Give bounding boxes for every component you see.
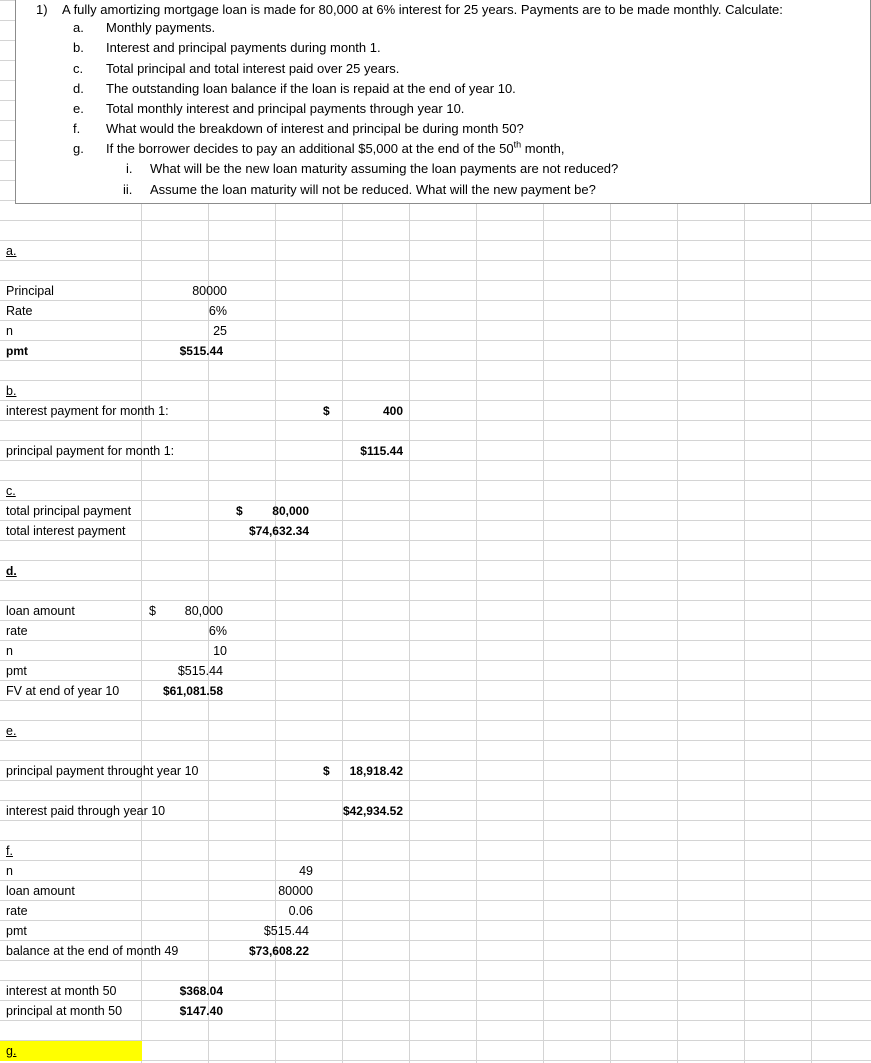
loan-amount-value[interactable]: 80,000	[184, 604, 223, 618]
subitem-text-ii: Assume the loan maturity will not be reduced. What will the new payment be?	[150, 182, 596, 197]
row-gridline	[0, 620, 871, 621]
item-text-e: Total monthly interest and principal payments through year 10.	[106, 101, 465, 116]
principal-through-year10-label[interactable]: principal payment throught year 10	[6, 764, 199, 778]
principal-month1-value[interactable]: $115.44	[360, 444, 403, 458]
row-gridline	[0, 660, 871, 661]
section-e-heading[interactable]: e.	[6, 724, 17, 738]
f-rate-value[interactable]: 0.06	[288, 904, 313, 918]
principal-month50-value[interactable]: $147.40	[179, 1004, 223, 1018]
item-letter-c: c.	[73, 61, 84, 76]
total-interest-label[interactable]: total interest payment	[6, 524, 126, 538]
f-rate-label[interactable]: rate	[6, 904, 28, 918]
pmt-value[interactable]: $515.44	[179, 344, 223, 358]
section-g-heading[interactable]: g.	[6, 1044, 17, 1058]
n-label[interactable]: n	[6, 324, 13, 338]
rate-value[interactable]: 6%	[208, 304, 227, 318]
item-text-c: Total principal and total interest paid over 25 years.	[106, 61, 400, 76]
f-loan-amount-value[interactable]: 80000	[278, 884, 313, 898]
section-b-heading[interactable]: b.	[6, 384, 17, 398]
n-value[interactable]: 25	[213, 324, 227, 338]
f-loan-amount-label[interactable]: loan amount	[6, 884, 75, 898]
problem-textbox[interactable]	[15, 0, 871, 204]
total-principal-label[interactable]: total principal payment	[6, 504, 132, 518]
subitem-text-i: What will be the new loan maturity assuming the loan payments are not reduced?	[150, 161, 619, 176]
problem-intro: A fully amortizing mortgage loan is made for 80,000 at 6% interest for 25 years. Payments are to be made monthly. Calculate:	[62, 2, 783, 17]
balance-month49-label[interactable]: balance at the end of month 49	[6, 944, 179, 958]
item-text-a: Monthly payments.	[106, 20, 216, 35]
fv-value[interactable]: $61,081.58	[162, 684, 223, 698]
row-gridline	[0, 680, 871, 681]
total-principal-value[interactable]: 80,000	[272, 504, 309, 518]
item-letter-a: a.	[73, 20, 84, 35]
item-letter-b: b.	[73, 40, 84, 55]
item-text-g-sup: th	[513, 139, 522, 150]
d-pmt-label[interactable]: pmt	[6, 664, 27, 678]
interest-through-year10-value[interactable]: $42,934.52	[342, 804, 403, 818]
row-gridline	[0, 900, 871, 901]
subitem-roman-i: i.	[126, 161, 133, 176]
problem-number: 1)	[36, 2, 48, 17]
row-gridline	[0, 920, 871, 921]
row-gridline	[0, 880, 871, 881]
loan-amount-label[interactable]: loan amount	[6, 604, 75, 618]
subitem-roman-ii: ii.	[123, 182, 133, 197]
row-gridline	[0, 280, 871, 281]
principal-label[interactable]: Principal	[6, 284, 54, 298]
row-gridline	[0, 300, 871, 301]
principal-value[interactable]: 80000	[192, 284, 227, 298]
row-gridline	[0, 320, 871, 321]
row-gridline	[0, 1000, 871, 1001]
interest-month50-value[interactable]: $368.04	[179, 984, 223, 998]
item-letter-g: g.	[73, 141, 84, 156]
item-letter-e: e.	[73, 101, 84, 116]
fv-label[interactable]: FV at end of year 10	[6, 684, 120, 698]
f-n-label[interactable]: n	[6, 864, 13, 878]
principal-month1-label[interactable]: principal payment for month 1:	[6, 444, 175, 458]
balance-month49-value[interactable]: $73,608.22	[248, 944, 309, 958]
item-letter-d: d.	[73, 81, 84, 96]
interest-month1-label[interactable]: interest payment for month 1:	[6, 404, 169, 418]
row-gridline	[0, 980, 871, 981]
principal-month50-label[interactable]: principal at month 50	[6, 1004, 123, 1018]
rate-label[interactable]: Rate	[6, 304, 33, 318]
row-gridline	[0, 480, 871, 481]
row-gridline	[0, 600, 871, 601]
loan-amount-currency[interactable]: $	[149, 604, 156, 618]
principal-through-year10-value[interactable]: 18,918.42	[349, 764, 403, 778]
f-pmt-value[interactable]: $515.44	[263, 924, 309, 938]
item-text-g-pre: If the borrower decides to pay an additional $5,000 at the end of the 50	[106, 141, 514, 156]
item-text-d: The outstanding loan balance if the loan is repaid at the end of year 10.	[106, 81, 516, 96]
d-rate-value[interactable]: 6%	[208, 624, 227, 638]
section-d-heading[interactable]: d.	[6, 564, 17, 578]
section-a-heading[interactable]: a.	[6, 244, 17, 258]
total-principal-currency[interactable]: $	[236, 504, 243, 518]
row-gridline	[0, 560, 871, 561]
f-pmt-label[interactable]: pmt	[6, 924, 27, 938]
item-text-f: What would the breakdown of interest and principal be during month 50?	[106, 121, 524, 136]
interest-month50-label[interactable]: interest at month 50	[6, 984, 117, 998]
d-rate-label[interactable]: rate	[6, 624, 28, 638]
row-gridline	[0, 720, 871, 721]
item-letter-f: f.	[73, 121, 81, 136]
f-n-value[interactable]: 49	[299, 864, 313, 878]
row-gridline	[0, 580, 871, 581]
row-gridline	[0, 740, 871, 741]
row-gridline	[0, 840, 871, 841]
item-text-g-post: month,	[521, 141, 565, 156]
row-gridline	[0, 260, 871, 261]
row-gridline	[0, 340, 871, 341]
interest-through-year10-label[interactable]: interest paid through year 10	[6, 804, 166, 818]
row-gridline	[0, 860, 871, 861]
row-gridline	[0, 700, 871, 701]
row-gridline	[0, 220, 871, 221]
row-gridline	[0, 240, 871, 241]
row-gridline	[0, 1020, 871, 1021]
d-n-value[interactable]: 10	[213, 644, 227, 658]
principal-through-year10-currency[interactable]: $	[323, 764, 330, 778]
section-f-heading[interactable]: f.	[6, 844, 13, 858]
d-pmt-value[interactable]: $515.44	[177, 664, 223, 678]
item-text-g	[106, 139, 565, 159]
row-gridline	[0, 380, 871, 381]
interest-month1-value[interactable]: 400	[382, 404, 403, 418]
row-gridline	[0, 540, 871, 541]
section-c-heading[interactable]: c.	[6, 484, 16, 498]
row-gridline	[0, 640, 871, 641]
highlighted-cell[interactable]	[0, 1041, 142, 1061]
row-gridline	[0, 360, 871, 361]
total-interest-value[interactable]: $74,632.34	[248, 524, 309, 538]
interest-month1-currency[interactable]: $	[323, 404, 330, 418]
pmt-label[interactable]: pmt	[6, 344, 28, 358]
item-text-b: Interest and principal payments during month 1.	[106, 40, 381, 55]
d-n-label[interactable]: n	[6, 644, 13, 658]
